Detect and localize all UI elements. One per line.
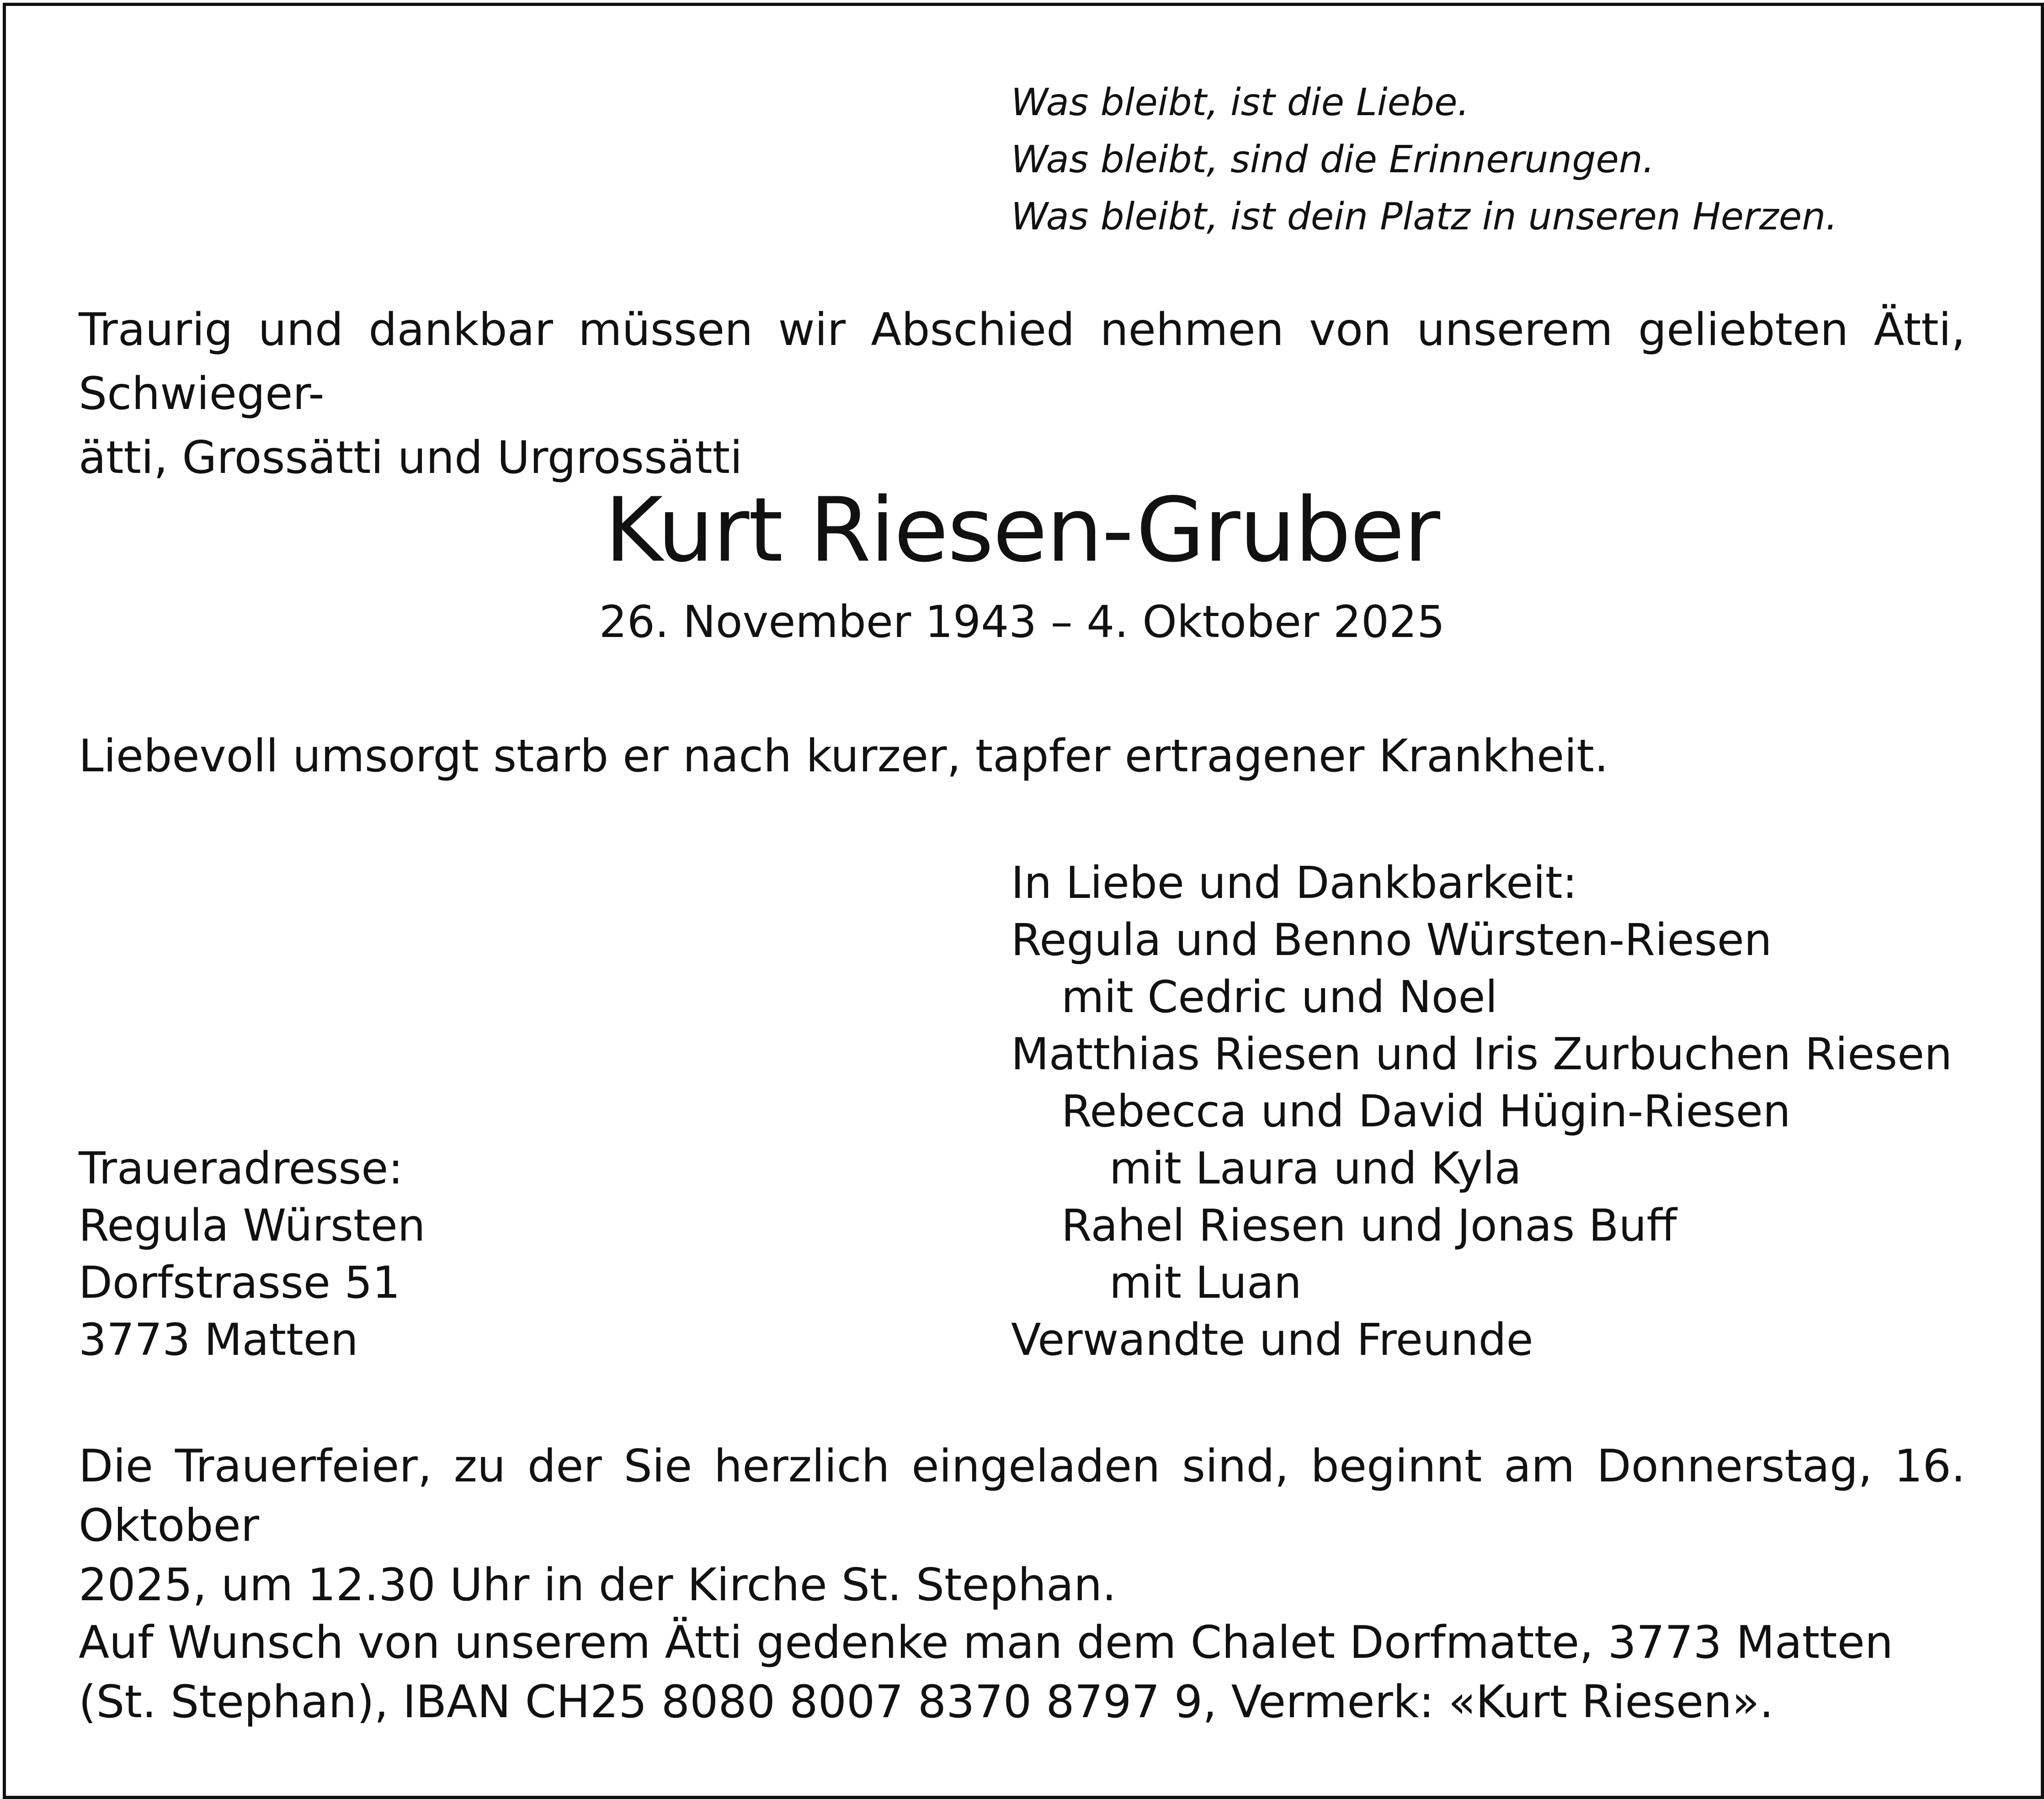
deceased-name: Kurt Riesen-Gruber [605, 478, 1439, 582]
address-city: 3773 Matten [79, 1314, 358, 1365]
mourner-line: Rebecca und David Hügin-Riesen [1061, 1086, 1791, 1137]
motto-line: Was bleibt, sind die Erinnerungen. [1011, 138, 1655, 181]
mourner-line: Verwandte und Freunde [1011, 1314, 1533, 1365]
address-heading: Traueradresse: [79, 1143, 403, 1194]
mourner-line: mit Luan [1109, 1257, 1302, 1308]
life-dates: 26. November 1943 – 4. Oktober 2025 [599, 596, 1445, 647]
service-line: Die Trauerfeier, zu der Sie herzlich eingeladen sind, beginnt am Donnerstag, 16. Oktober [79, 1440, 1965, 1552]
address-name: Regula Würsten [79, 1200, 426, 1251]
mourner-line: Rahel Riesen und Jonas Buff [1061, 1200, 1677, 1251]
illness-statement: Liebevoll umsorgt starb er nach kurzer, tapfer ertragener Krankheit. [79, 730, 1609, 782]
donation-paragraph [79, 1613, 1965, 1732]
mourners-heading: In Liebe und Dankbarkeit: [1011, 857, 1577, 908]
motto-line: Was bleibt, ist die Liebe. [1011, 81, 1469, 124]
intro-paragraph [79, 298, 1965, 490]
service-line: 2025, um 12.30 Uhr in der Kirche St. Stephan. [79, 1559, 1117, 1611]
motto-verse [1011, 74, 1837, 245]
donation-line: (St. Stephan), IBAN CH25 8080 8007 8370 8797 9, Vermerk: «Kurt Riesen». [79, 1676, 1774, 1728]
mourner-line: Matthias Riesen und Iris Zurbuchen Riesen [1011, 1029, 1953, 1080]
mourner-line: Regula und Benno Würsten-Riesen [1011, 914, 1772, 966]
intro-line: ätti, Grossätti und Urgrossätti [79, 432, 743, 484]
intro-line: Traurig und dankbar müssen wir Abschied nehmen von unserem geliebten Ätti, Schwieger- [79, 304, 1965, 420]
address-street: Dorfstrasse 51 [79, 1257, 400, 1308]
donation-line: Auf Wunsch von unserem Ätti gedenke man dem Chalet Dorfmatte, 3773 Matten [79, 1617, 1894, 1669]
service-paragraph [79, 1437, 1965, 1615]
mourning-address [79, 1140, 426, 1369]
mourners-list [1011, 854, 1952, 1369]
motto-line: Was bleibt, ist dein Platz in unseren Herzen. [1011, 195, 1838, 239]
mourner-line: mit Laura und Kyla [1109, 1143, 1522, 1194]
mourner-line: mit Cedric und Noel [1061, 971, 1498, 1023]
